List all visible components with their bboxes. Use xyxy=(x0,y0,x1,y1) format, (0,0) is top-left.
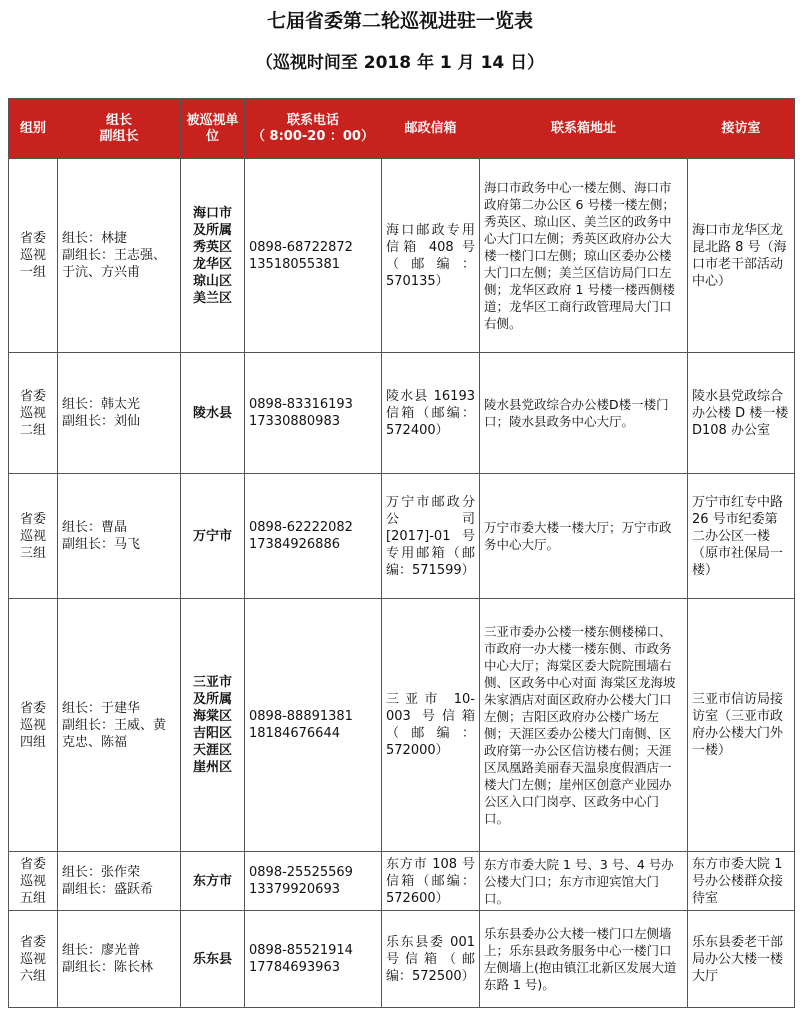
mail-cell: 三亚市 10-003 号信箱（邮编：572000） xyxy=(382,599,480,852)
address-cell: 三亚市委办公楼一楼东侧楼梯口、市政府一办大楼一楼东侧、市政务中心大厅；海棠区委大院院围墙右侧、区政务中心对面 海棠区龙海坡朱家酒店对面区政府办公楼大门口左侧；吉阳区政府办公楼广场左侧；天涯区委办公楼大门南侧、区政府第一办公区信访楼右侧；天涯区凤凰路美丽春天温泉度假酒店一楼大门左侧；崖州区创意产业园办公区入口门岗亭、区政务中心门口。 xyxy=(480,599,688,852)
address-cell: 乐东县委办公大楼一楼门口左侧墙上；乐东县政务服务中心一楼门口左侧墙上(抱由镇江北新区发展大道东路 1 号)。 xyxy=(480,911,688,1008)
header-reception: 接访室 xyxy=(688,99,795,159)
group-cell: 省委 巡视 三组 xyxy=(9,474,58,599)
phone-cell: 0898-83316193 17330880983 xyxy=(245,353,382,474)
leaders-cell: 组长：林捷 副组长：王志强、于沆、方兴甫 xyxy=(58,159,181,353)
header-group: 组别 xyxy=(9,99,58,159)
header-leaders: 组长 副组长 xyxy=(58,99,181,159)
reception-cell: 乐东县委老干部局办公大楼一楼大厅 xyxy=(688,911,795,1008)
inspection-table xyxy=(8,98,795,1008)
group-cell: 省委 巡视 六组 xyxy=(9,911,58,1008)
unit-cell: 海口市 及所属 秀英区 龙华区 琼山区 美兰区 xyxy=(181,159,245,353)
header-row xyxy=(9,99,795,159)
table-row xyxy=(9,353,795,474)
mail-cell: 东方市 108 号信箱（邮编：572600） xyxy=(382,852,480,911)
phone-cell: 0898-88891381 18184676644 xyxy=(245,599,382,852)
phone-cell: 0898-25525569 13379920693 xyxy=(245,852,382,911)
group-cell: 省委 巡视 二组 xyxy=(9,353,58,474)
page-subtitle: （巡视时间至 2018 年 1 月 14 日） xyxy=(255,53,545,73)
table-row xyxy=(9,159,795,353)
phone-cell: 0898-62222082 17384926886 xyxy=(245,474,382,599)
leaders-cell: 组长：于建华 副组长：王威、黄克忠、陈福 xyxy=(58,599,181,852)
mail-cell: 海口邮政专用信箱 408 号（邮编：570135） xyxy=(382,159,480,353)
unit-cell: 乐东县 xyxy=(181,911,245,1008)
table-row xyxy=(9,852,795,911)
table-row xyxy=(9,474,795,599)
phone-cell: 0898-85521914 17784693963 xyxy=(245,911,382,1008)
mail-cell: 乐东县委 001 号信箱（邮编：572500） xyxy=(382,911,480,1008)
address-cell: 海口市政务中心一楼左侧、海口市政府第二办公区 6 号楼一楼左侧；秀英区、琼山区、美兰区的政务中心大门口左侧；秀英区政府办公大楼一楼门口左侧；琼山区委办公楼大门口左侧；美兰区信访局门口左侧；龙华区政府 1 号楼一楼西侧楼道；龙华区工商行政管理局大门口右侧。 xyxy=(480,159,688,353)
reception-cell: 三亚市信访局接访室（三亚市政府办公楼大门外一楼） xyxy=(688,599,795,852)
header-mail: 邮政信箱 xyxy=(382,99,480,159)
reception-cell: 陵水县党政综合办公楼 D 楼一楼 D108 办公室 xyxy=(688,353,795,474)
leaders-cell: 组长：韩太光 副组长：刘仙 xyxy=(58,353,181,474)
group-cell: 省委 巡视 一组 xyxy=(9,159,58,353)
unit-cell: 万宁市 xyxy=(181,474,245,599)
header-address: 联系箱地址 xyxy=(480,99,688,159)
leaders-cell: 组长：张作荣 副组长：盛跃希 xyxy=(58,852,181,911)
unit-cell: 东方市 xyxy=(181,852,245,911)
unit-cell: 三亚市 及所属 海棠区 吉阳区 天涯区 崖州区 xyxy=(181,599,245,852)
address-cell: 东方市委大院 1 号、3 号、4 号办公楼大门口；东方市迎宾馆大门口。 xyxy=(480,852,688,911)
mail-cell: 万宁市邮政分公司[2017]-01 号专用邮箱（邮编：571599） xyxy=(382,474,480,599)
header-phone: 联系电话 （ 8:00-20 ：00） xyxy=(245,99,382,159)
phone-cell: 0898-68722872 13518055381 xyxy=(245,159,382,353)
table-row xyxy=(9,599,795,852)
address-cell: 万宁市委大楼一楼大厅；万宁市政务中心大厅。 xyxy=(480,474,688,599)
address-cell: 陵水县党政综合办公楼D楼一楼门口；陵水县政务中心大厅。 xyxy=(480,353,688,474)
mail-cell: 陵水县 16193 信箱（邮编：572400） xyxy=(382,353,480,474)
page-title: 七届省委第二轮巡视进驻一览表 xyxy=(266,10,533,32)
reception-cell: 东方市委大院 1 号办公楼群众接待室 xyxy=(688,852,795,911)
leaders-cell: 组长：曹晶 副组长：马飞 xyxy=(58,474,181,599)
group-cell: 省委 巡视 五组 xyxy=(9,852,58,911)
table-row xyxy=(9,911,795,1008)
leaders-cell: 组长：廖光普 副组长：陈长林 xyxy=(58,911,181,1008)
group-cell: 省委 巡视 四组 xyxy=(9,599,58,852)
unit-cell: 陵水县 xyxy=(181,353,245,474)
reception-cell: 万宁市红专中路 26 号市纪委第二办公区一楼（原市社保局一楼） xyxy=(688,474,795,599)
header-unit: 被巡视单位 xyxy=(181,99,245,159)
reception-cell: 海口市龙华区龙昆北路 8 号（海口市老干部活动中心） xyxy=(688,159,795,353)
